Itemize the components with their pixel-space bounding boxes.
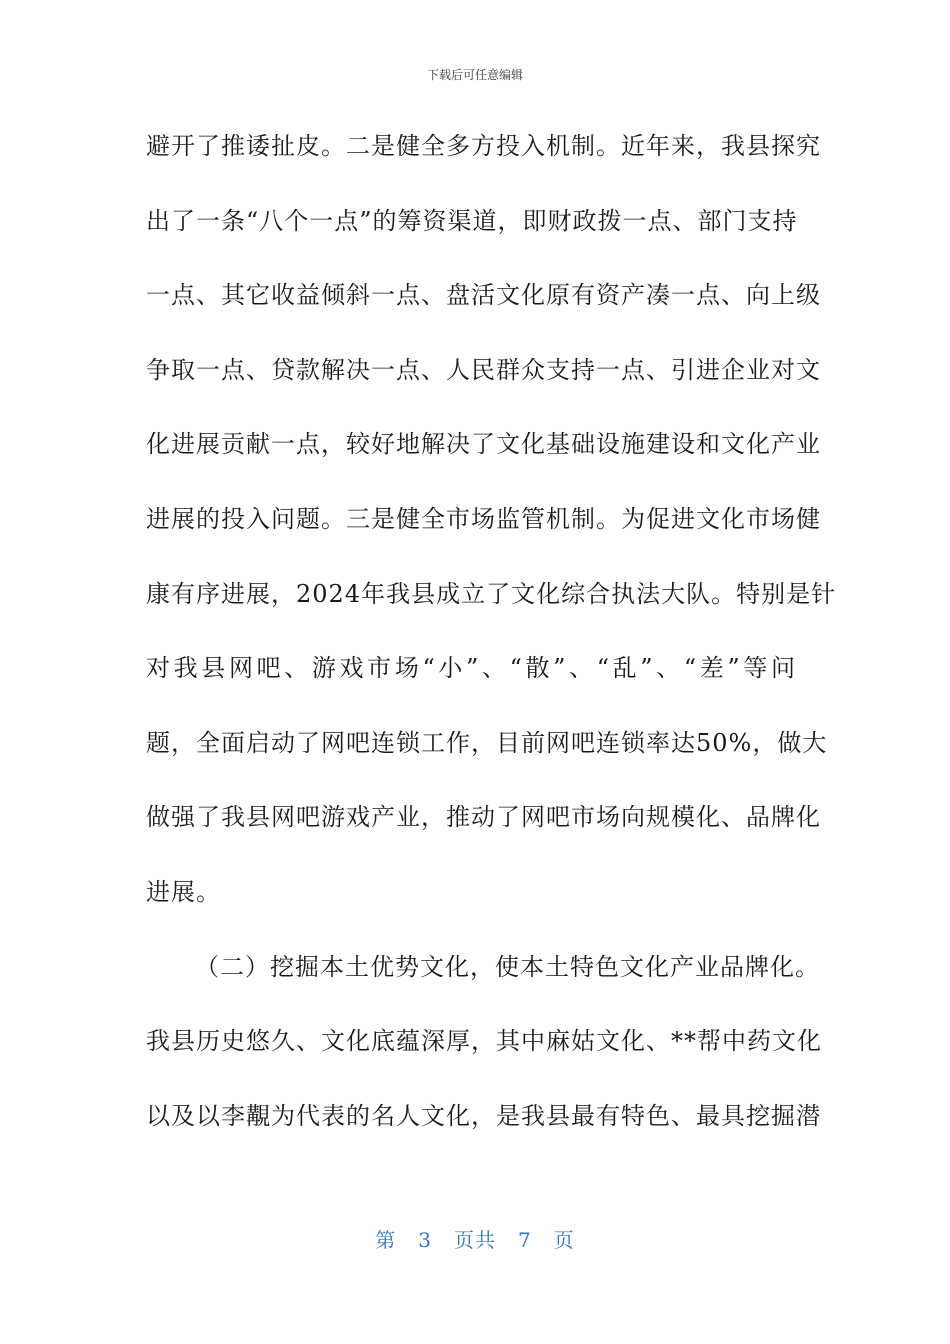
body-line: 出了一条“八个一点”的筹资渠道，即财政拨一点、部门支持	[146, 206, 798, 235]
body-line: 题，全面启动了网吧连锁工作，目前网吧连锁率达50%，做大	[146, 728, 828, 757]
body-line: 以及以李覯为代表的名人文化，是我县最有特色、最具挖掘潜	[146, 1101, 821, 1130]
document-body	[146, 121, 837, 1165]
body-line: 一点、其它收益倾斜一点、盘活文化原有资产凑一点、向上级	[146, 281, 821, 310]
page-label-middle: 页共	[454, 1228, 496, 1252]
body-line: 做强了我县网吧游戏产业，推动了网吧市场向规模化、品牌化	[146, 803, 821, 832]
body-line: 争取一点、贷款解决一点、人民群众支持一点、引进企业对文	[146, 355, 821, 384]
page-label-prefix: 第	[375, 1228, 397, 1252]
body-line: 康有序进展，2024年我县成立了文化综合执法大队。特别是针	[146, 579, 837, 608]
page-footer	[0, 1224, 950, 1253]
body-line: 我县历史悠久、文化底蕴深厚，其中麻姑文化、**帮中药文化	[146, 1027, 822, 1056]
body-line: 进展。	[146, 877, 221, 906]
page-header: 下载后可任意编辑	[426, 68, 523, 82]
section-heading: （二）挖掘本土优势文化，使本土特色文化产业品牌化。	[195, 952, 820, 981]
page-number: 3	[418, 1228, 432, 1252]
body-line: 化进展贡献一点，较好地解决了文化基础设施建设和文化产业	[146, 430, 821, 459]
total-pages: 7	[518, 1228, 532, 1252]
body-line: 对我县网吧、游戏市场“小”、“散”、“乱”、“差”等问	[146, 654, 796, 683]
body-line: 避开了推诿扯皮。二是健全多方投入机制。近年来，我县探究	[146, 132, 821, 160]
page-label-suffix: 页	[553, 1228, 575, 1252]
body-line: 进展的投入问题。三是健全市场监管机制。为促进文化市场健	[146, 504, 821, 533]
